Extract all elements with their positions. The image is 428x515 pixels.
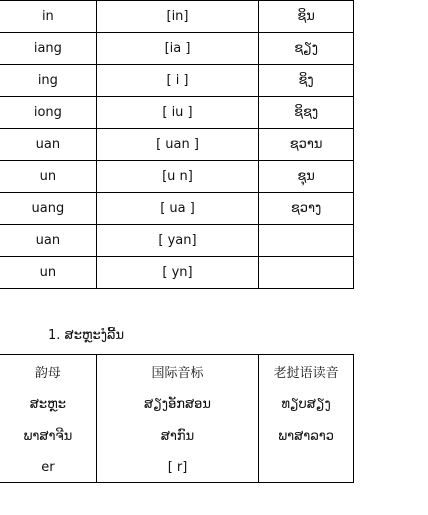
section-heading [48, 328, 124, 343]
pinyin-cell: in [0, 1, 96, 33]
pinyin-cell: uan [0, 225, 96, 257]
pinyin-cell: un [0, 257, 96, 289]
lao-cell: ຊຽງ [259, 33, 354, 65]
table-row [0, 129, 354, 161]
ipa-cell: [ uan ] [96, 129, 259, 161]
lao-cell [259, 225, 354, 257]
lao-cell: ຊຸນ [259, 161, 354, 193]
section-number: 1. [48, 328, 61, 343]
pinyin-cell: uan [0, 129, 96, 161]
table-row [0, 257, 354, 289]
pinyin-cell: er [0, 453, 96, 483]
lao-chinese-label: ພາສາຈີນ [0, 421, 96, 453]
ipa-cell: [ yan] [96, 225, 259, 257]
header-lao-reading: 老挝语读音 [259, 355, 354, 389]
ipa-cell: [ ua ] [96, 193, 259, 225]
lao-cell: ຊິນ [259, 1, 354, 33]
table-row [0, 193, 354, 225]
lao-finals-label: ສະຫຼະ [0, 389, 96, 421]
lao-reading-label: ທຽບສຽງ [259, 389, 354, 421]
pinyin-cell: iong [0, 97, 96, 129]
lao-language-label: ພາສາລາວ [259, 421, 354, 453]
ipa-cell: [ia ] [96, 33, 259, 65]
ipa-cell: [in] [96, 1, 259, 33]
ipa-cell: [ r] [96, 453, 259, 483]
ipa-cell: [ iu ] [96, 97, 259, 129]
table-row [0, 97, 354, 129]
table-row [0, 161, 354, 193]
pinyin-cell: iang [0, 33, 96, 65]
finals-table [0, 0, 354, 289]
lao-ipa-label: ສຽງອັກສອນ [96, 389, 259, 421]
lao-cell: ຊວາງ [259, 193, 354, 225]
pinyin-cell: uang [0, 193, 96, 225]
lao-cell [259, 257, 354, 289]
table-row [0, 389, 354, 421]
table-row [0, 1, 354, 33]
lao-cell: ຊິຊງ [259, 97, 354, 129]
lao-cell: ຊວານ [259, 129, 354, 161]
table-row [0, 225, 354, 257]
lao-cell [259, 453, 354, 483]
table-row [0, 453, 354, 483]
ipa-cell: [ i ] [96, 65, 259, 97]
retroflex-final-table [0, 354, 354, 483]
table-row [0, 33, 354, 65]
lao-international-label: ສາກົນ [96, 421, 259, 453]
section-title: ສະຫຼະງໍລີ້ນ [64, 328, 125, 343]
pinyin-cell: un [0, 161, 96, 193]
table-row [0, 421, 354, 453]
header-finals: 韵母 [0, 355, 96, 389]
table-header-row [0, 355, 354, 389]
lao-cell: ຊິງ [259, 65, 354, 97]
pinyin-cell: ing [0, 65, 96, 97]
table-row [0, 65, 354, 97]
ipa-cell: [ yn] [96, 257, 259, 289]
ipa-cell: [u n] [96, 161, 259, 193]
header-ipa: 国际音标 [96, 355, 259, 389]
